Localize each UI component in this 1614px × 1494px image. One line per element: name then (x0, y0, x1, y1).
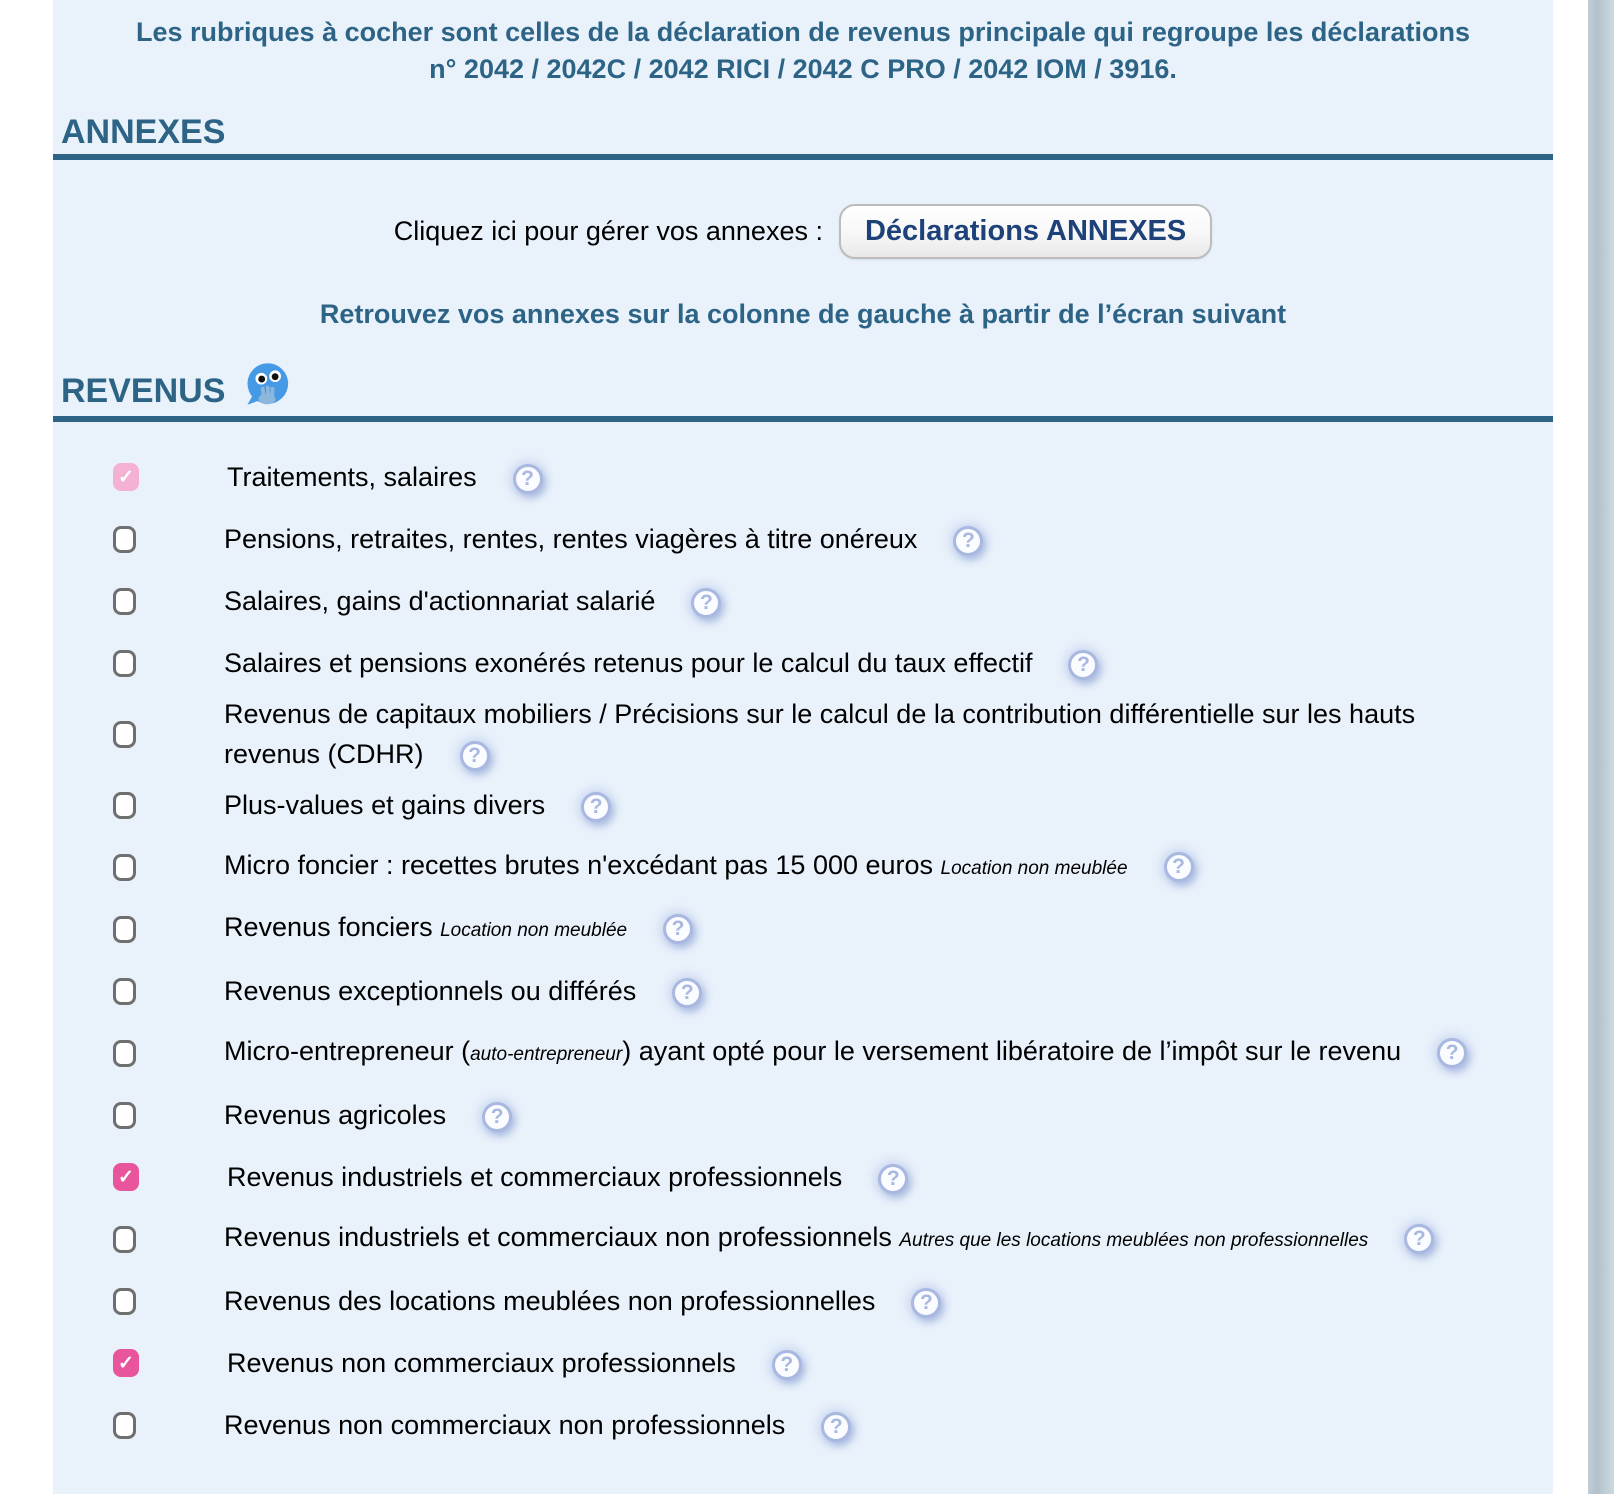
help-icon[interactable]: ? (911, 1288, 941, 1318)
revenus-row (113, 694, 1543, 774)
form-panel (53, 0, 1553, 1494)
row-checkbox-unchecked[interactable] (113, 1288, 136, 1315)
help-icon[interactable]: ? (1404, 1224, 1434, 1254)
row-label-text: Revenus exceptionnels ou différés (224, 976, 637, 1006)
row-label (227, 1343, 802, 1383)
row-label (224, 971, 702, 1011)
revenus-row (113, 1394, 1543, 1456)
help-icon[interactable]: ? (460, 741, 490, 771)
annexes-heading-rule (53, 154, 1553, 160)
row-checkbox-checked[interactable]: ✓ (113, 1163, 139, 1191)
row-checkbox-unchecked[interactable] (113, 650, 136, 677)
row-checkbox-checked[interactable]: ✓ (113, 463, 139, 491)
help-icon[interactable]: ? (772, 1350, 802, 1380)
revenus-row (113, 508, 1543, 570)
help-icon[interactable]: ? (1437, 1038, 1467, 1068)
revenus-heading (61, 370, 1553, 412)
revenus-row (113, 774, 1543, 836)
row-checkbox-unchecked[interactable] (113, 1412, 136, 1439)
row-label (224, 581, 721, 621)
revenus-row (113, 1022, 1543, 1084)
row-label (224, 1031, 1467, 1075)
help-icon[interactable]: ? (672, 978, 702, 1008)
help-icon[interactable]: ? (513, 464, 543, 494)
revenus-row (113, 898, 1543, 960)
hand-over-mouth-face-icon (241, 360, 293, 412)
row-label (224, 1281, 941, 1321)
row-checkbox-unchecked[interactable] (113, 1102, 136, 1129)
row-label (224, 907, 693, 951)
revenus-row (113, 960, 1543, 1022)
annexes-heading-label: ANNEXES (61, 113, 226, 151)
row-label (224, 519, 983, 559)
intro-line2: n° 2042 / 2042C / 2042 RICI / 2042 C PRO / 2042 IOM / 3916. (429, 54, 1177, 84)
row-label (224, 643, 1098, 683)
row-label (224, 845, 1194, 889)
revenus-row (113, 836, 1543, 898)
revenus-row (113, 446, 1543, 508)
help-icon[interactable]: ? (821, 1412, 851, 1442)
revenus-row (113, 632, 1543, 694)
row-label-text: Revenus non commerciaux professionnels (227, 1348, 736, 1378)
annexes-heading (61, 114, 1553, 150)
row-label-text: Revenus industriels et commerciaux professionnels (227, 1162, 843, 1192)
row-label-text: Revenus fonciers (224, 912, 441, 942)
help-icon[interactable]: ? (581, 792, 611, 822)
row-checkbox-unchecked[interactable] (113, 721, 136, 748)
row-checkbox-unchecked[interactable] (113, 978, 136, 1005)
row-checkbox-unchecked[interactable] (113, 1226, 136, 1253)
row-checkbox-unchecked[interactable] (113, 792, 136, 819)
row-label (224, 1095, 512, 1135)
row-label-text: Salaires et pensions exonérés retenus pour le calcul du taux effectif (224, 648, 1033, 678)
row-checkbox-unchecked[interactable] (113, 588, 136, 615)
row-label-text: Revenus agricoles (224, 1100, 447, 1130)
row-label-note: auto-entrepreneur (470, 1044, 623, 1065)
help-icon[interactable]: ? (878, 1164, 908, 1194)
revenus-row (113, 1270, 1543, 1332)
row-label-text: Plus-values et gains divers (224, 790, 546, 820)
row-label (224, 1405, 851, 1445)
revenus-heading-wrap (53, 370, 1553, 422)
help-icon[interactable]: ? (1068, 650, 1098, 680)
row-label-text: ) ayant opté pour le versement libératoire de l’impôt sur le revenu (622, 1036, 1402, 1066)
revenus-heading-label: REVENUS (61, 372, 226, 410)
revenus-row (113, 570, 1543, 632)
row-label-note: Autres que les locations meublées non professionnelles (899, 1230, 1369, 1251)
annexes-manage-row (53, 204, 1553, 259)
revenus-row (113, 1332, 1543, 1394)
row-label-text: Traitements, salaires (227, 462, 477, 492)
intro-text (73, 14, 1533, 88)
help-icon[interactable]: ? (953, 526, 983, 556)
revenus-row (113, 1084, 1543, 1146)
row-label-text: Micro foncier : recettes brutes n'excédant pas 15 000 euros (224, 850, 941, 880)
row-checkbox-unchecked[interactable] (113, 854, 136, 881)
revenus-heading-rule (53, 416, 1553, 422)
row-checkbox-checked[interactable]: ✓ (113, 1349, 139, 1377)
row-checkbox-unchecked[interactable] (113, 1040, 136, 1067)
row-label-note: Location non meublée (440, 920, 628, 941)
row-label (227, 457, 543, 497)
row-label-text: Micro-entrepreneur ( (224, 1036, 471, 1066)
row-label-text: Revenus non commerciaux non professionnels (224, 1410, 786, 1440)
row-checkbox-unchecked[interactable] (113, 526, 136, 553)
row-label-note: Location non meublée (940, 858, 1128, 879)
row-checkbox-unchecked[interactable] (113, 916, 136, 943)
help-icon[interactable]: ? (482, 1102, 512, 1132)
row-label (224, 1217, 1434, 1261)
scrollbar-track[interactable] (1588, 0, 1614, 1494)
row-label-text: Salaires, gains d'actionnariat salarié (224, 586, 656, 616)
row-label-text: Revenus des locations meublées non professionnelles (224, 1286, 876, 1316)
annexes-manage-label: Cliquez ici pour gérer vos annexes : (393, 216, 823, 246)
help-icon[interactable]: ? (691, 588, 721, 618)
revenus-list (53, 446, 1553, 1456)
revenus-row (113, 1208, 1543, 1270)
intro-line1: Les rubriques à cocher sont celles de la déclaration de revenus principale qui regroupe les déclarations (136, 17, 1470, 47)
row-label (227, 1157, 908, 1197)
declarations-annexes-button[interactable]: Déclarations ANNEXES (839, 204, 1212, 259)
row-label-text: Pensions, retraites, rentes, rentes viagères à titre onéreux (224, 524, 918, 554)
help-icon[interactable]: ? (663, 914, 693, 944)
help-icon[interactable]: ? (1164, 852, 1194, 882)
row-label-text: Revenus de capitaux mobiliers / Précisions sur le calcul de la contribution différentielle sur les hauts revenus (CDHR) (224, 699, 1416, 769)
revenus-row (113, 1146, 1543, 1208)
row-label (224, 785, 611, 825)
row-label (224, 694, 1494, 774)
annexes-note: Retrouvez vos annexes sur la colonne de gauche à partir de l’écran suivant (319, 299, 1287, 329)
row-label-text: Revenus industriels et commerciaux non professionnels (224, 1222, 900, 1252)
